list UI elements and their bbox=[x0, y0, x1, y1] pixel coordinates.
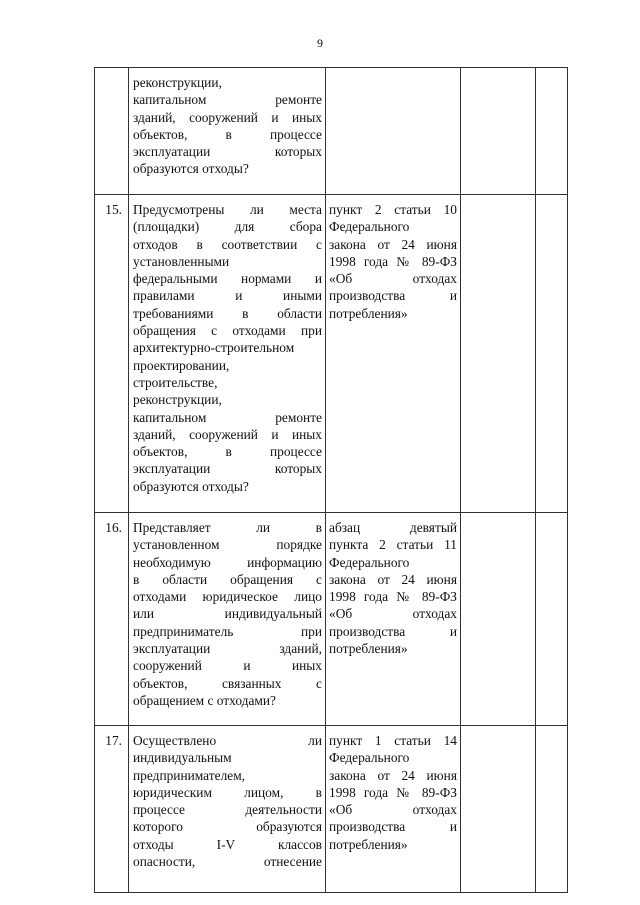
answer-cell bbox=[461, 68, 536, 195]
legal-reference-cell bbox=[326, 726, 461, 893]
note-cell bbox=[536, 726, 568, 893]
question-cell bbox=[129, 68, 326, 195]
note-cell bbox=[536, 195, 568, 513]
text-line: установленными bbox=[133, 253, 230, 269]
text-line: обращения с отходами при bbox=[133, 323, 322, 339]
text-line: потребления» bbox=[329, 641, 408, 657]
text-line: необходимую информацию bbox=[133, 554, 322, 570]
text-line: Федерального bbox=[329, 219, 410, 235]
text-line: пункта 2 статьи 11 bbox=[329, 537, 457, 553]
text-line: эксплуатации которых bbox=[133, 461, 322, 477]
text-line: закона от 24 июня bbox=[329, 571, 457, 587]
text-line: «Об отходах bbox=[329, 271, 457, 287]
text-line: образуются отходы? bbox=[133, 478, 249, 494]
table-row bbox=[95, 513, 568, 726]
text-line: Представляет ли в bbox=[133, 520, 322, 535]
text-line: образуются отходы? bbox=[133, 161, 249, 177]
text-line: строительстве, bbox=[133, 374, 218, 390]
text-line: проектировании, bbox=[133, 357, 230, 373]
row-number: 16. bbox=[95, 513, 129, 726]
text-line: зданий, сооружений и иных bbox=[133, 109, 322, 125]
text-line: в области обращения с bbox=[133, 571, 322, 587]
text-line: производства и bbox=[329, 288, 457, 304]
text-line: производства и bbox=[329, 819, 457, 835]
text-line: пункт 2 статьи 10 bbox=[329, 202, 457, 217]
text-line: реконструкции, bbox=[133, 75, 222, 90]
table-row bbox=[95, 68, 568, 195]
text-line: опасности, отнесение bbox=[133, 854, 322, 870]
text-line: капитальном ремонте bbox=[133, 92, 322, 108]
legal-reference-cell bbox=[326, 195, 461, 513]
text-line: Осуществлено ли bbox=[133, 733, 322, 748]
text-line: объектов, в процессе bbox=[133, 126, 322, 142]
text-line: процессе деятельности bbox=[133, 802, 322, 818]
text-line: пункт 1 статьи 14 bbox=[329, 733, 457, 748]
text-line: предпринимателем, bbox=[133, 767, 246, 783]
note-cell bbox=[536, 68, 568, 195]
answer-cell bbox=[461, 195, 536, 513]
text-line: потребления» bbox=[329, 836, 408, 852]
text-line: (площадки) для сбора bbox=[133, 219, 322, 235]
legal-reference-cell bbox=[326, 68, 461, 195]
text-line: эксплуатации которых bbox=[133, 144, 322, 160]
text-line: эксплуатации зданий, bbox=[133, 641, 322, 657]
text-line: капитальном ремонте bbox=[133, 409, 322, 425]
text-line: архитектурно-строительном bbox=[133, 340, 295, 356]
answer-cell bbox=[461, 513, 536, 726]
text-line: закона от 24 июня bbox=[329, 236, 457, 252]
text-line: отходами юридическое лицо bbox=[133, 589, 322, 605]
text-line: обращением с отходами? bbox=[133, 692, 276, 708]
text-line: объектов, связанных с bbox=[133, 675, 322, 691]
text-line: установленном порядке bbox=[133, 537, 322, 553]
text-line: 1998 года № 89-ФЗ bbox=[329, 784, 457, 800]
text-line: предприниматель при bbox=[133, 623, 322, 639]
text-line: сооружений и иных bbox=[133, 658, 322, 674]
table-row bbox=[95, 195, 568, 513]
text-line: зданий, сооружений и иных bbox=[133, 426, 322, 442]
text-line: требованиями в области bbox=[133, 305, 322, 321]
question-cell bbox=[129, 195, 326, 513]
table-row bbox=[95, 726, 568, 893]
answer-cell bbox=[461, 726, 536, 893]
page-number: 9 bbox=[317, 36, 323, 50]
text-line: 1998 года № 89-ФЗ bbox=[329, 589, 457, 605]
question-cell bbox=[129, 726, 326, 893]
text-line: абзац девятый bbox=[329, 520, 457, 535]
row-number: 17. bbox=[95, 726, 129, 893]
question-cell bbox=[129, 513, 326, 726]
text-line: «Об отходах bbox=[329, 802, 457, 818]
row-number bbox=[95, 68, 129, 195]
text-line: 1998 года № 89-ФЗ bbox=[329, 253, 457, 269]
text-line: потребления» bbox=[329, 305, 408, 321]
text-line: Предусмотрены ли места bbox=[133, 202, 322, 217]
requirements-table bbox=[94, 67, 568, 893]
text-line: Федерального bbox=[329, 750, 410, 766]
text-line: реконструкции, bbox=[133, 392, 222, 408]
text-line: отходы I-V классов bbox=[133, 836, 322, 852]
text-line: производства и bbox=[329, 623, 457, 639]
text-line: индивидуальным bbox=[133, 750, 232, 766]
text-line: федеральными нормами и bbox=[133, 271, 322, 287]
text-line: отходов в соответствии с bbox=[133, 236, 322, 252]
text-line: закона от 24 июня bbox=[329, 767, 457, 783]
row-number: 15. bbox=[95, 195, 129, 513]
text-line: которого образуются bbox=[133, 819, 322, 835]
text-line: объектов, в процессе bbox=[133, 444, 322, 460]
text-line: Федерального bbox=[329, 554, 410, 570]
note-cell bbox=[536, 513, 568, 726]
text-line: юридическим лицом, в bbox=[133, 784, 322, 800]
text-line: «Об отходах bbox=[329, 606, 457, 622]
text-line: правилами и иными bbox=[133, 288, 322, 304]
legal-reference-cell bbox=[326, 513, 461, 726]
text-line: или индивидуальный bbox=[133, 606, 322, 622]
